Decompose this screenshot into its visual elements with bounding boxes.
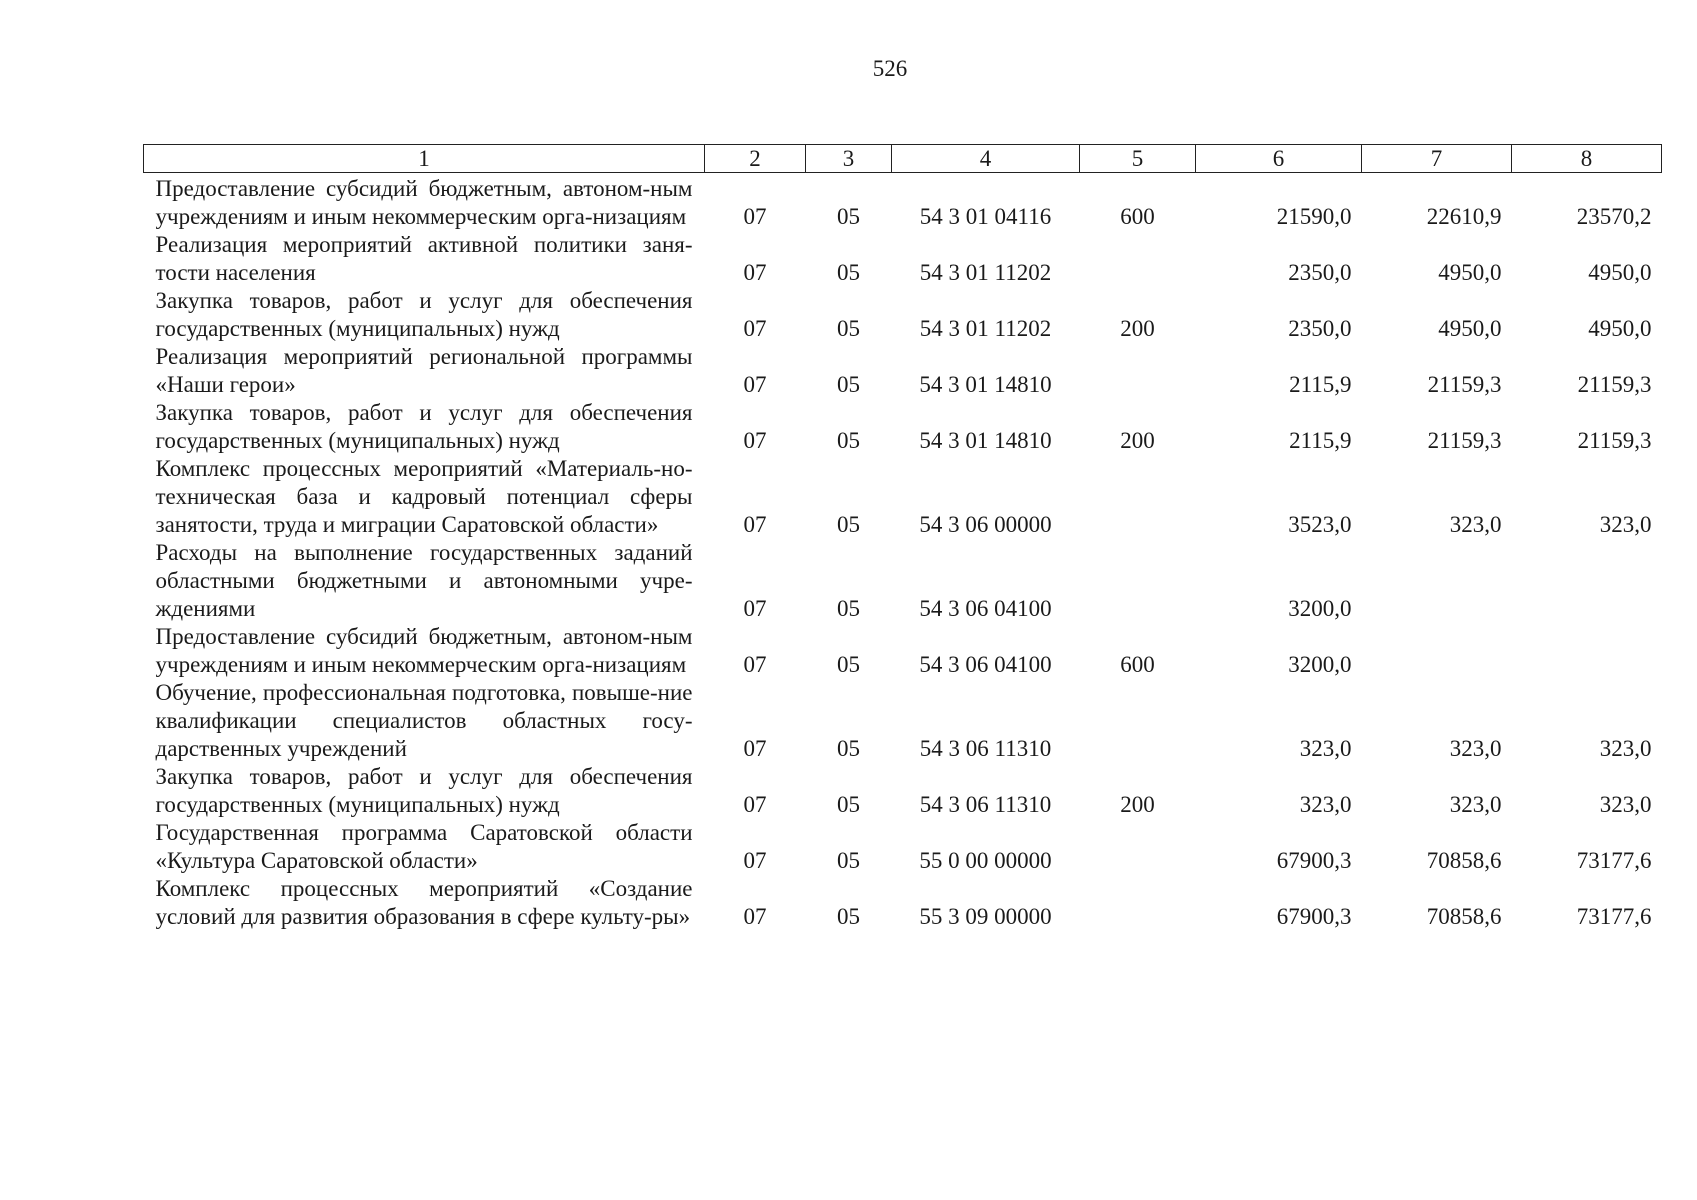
row-name: Обучение, профессиональная подготовка, повыше-ние квалификации специалистов областных госу-дарственных учреждений: [155, 680, 693, 761]
row-subsection: 05: [837, 904, 860, 929]
header-cell-6: 6: [1196, 145, 1362, 173]
row-amount-col6: 21590,0: [1276, 204, 1352, 229]
row-name: Комплекс процессных мероприятий «Создание условий для развития образования в сфере культу-ры»: [155, 876, 693, 929]
header-row: [144, 145, 1662, 173]
table-row: [144, 455, 1662, 539]
row-subsection: 05: [837, 652, 860, 677]
row-amount-col8: 323,0: [1599, 512, 1652, 537]
row-section: 07: [743, 596, 767, 621]
row-target-code: 54 3 06 11310: [919, 792, 1052, 817]
row-amount-col6: 2115,9: [1289, 372, 1352, 397]
row-amount-col8: 23570,2: [1576, 204, 1652, 229]
row-amount-col7: 21159,3: [1427, 372, 1502, 397]
row-section: 07: [743, 204, 767, 229]
header-cell-5: 5: [1080, 145, 1196, 173]
row-amount-col6: 323,0: [1299, 736, 1352, 761]
row-amount-col7: 323,0: [1449, 736, 1502, 761]
row-name: Предоставление субсидий бюджетным, автоном-ным учреждениям и иным некоммерческим орга-низациям: [155, 176, 693, 229]
row-amount-col8: 21159,3: [1577, 372, 1652, 397]
table-row: [144, 875, 1662, 931]
row-subsection: 05: [837, 372, 860, 397]
table-row: [144, 287, 1662, 343]
row-subsection: 05: [837, 848, 860, 873]
row-section: 07: [743, 848, 767, 873]
row-amount-col6: 2115,9: [1289, 428, 1352, 453]
header-cell-2: 2: [705, 145, 806, 173]
row-subsection: 05: [837, 260, 860, 285]
row-section: 07: [743, 792, 767, 817]
row-name: Комплекс процессных мероприятий «Материаль-но-техническая база и кадровый потенциал сферы занятости, труда и миграции Саратовской области»: [155, 456, 693, 537]
row-amount-col7: 70858,6: [1426, 904, 1502, 929]
row-amount-col8: 21159,3: [1577, 428, 1652, 453]
row-name: Закупка товаров, работ и услуг для обеспечения государственных (муниципальных) нужд: [155, 288, 693, 341]
table-row: [144, 399, 1662, 455]
row-name: Закупка товаров, работ и услуг для обеспечения государственных (муниципальных) нужд: [155, 400, 693, 453]
row-amount-col7: 4950,0: [1438, 260, 1502, 285]
page-number: 526: [872, 56, 908, 81]
row-section: 07: [743, 512, 767, 537]
row-amount-col7: 323,0: [1449, 792, 1502, 817]
row-expense-type: 200: [1120, 428, 1155, 453]
row-expense-type: [1080, 343, 1196, 399]
row-subsection: 05: [837, 596, 860, 621]
row-amount-col7: [1362, 539, 1512, 623]
row-name: Предоставление субсидий бюджетным, автоном-ным учреждениям и иным некоммерческим орга-низациям: [155, 624, 693, 677]
row-section: 07: [743, 260, 767, 285]
row-amount-col8: [1512, 623, 1662, 679]
row-expense-type: 200: [1120, 792, 1155, 817]
row-amount-col7: 22610,9: [1426, 204, 1502, 229]
row-amount-col7: 4950,0: [1438, 316, 1502, 341]
row-target-code: 54 3 01 04116: [919, 204, 1052, 229]
row-name: Расходы на выполнение государственных заданий областными бюджетными и автономными учре-ждениями: [155, 540, 693, 621]
row-target-code: 55 3 09 00000: [919, 904, 1052, 929]
table-row: [144, 679, 1662, 763]
row-target-code: 54 3 06 04100: [919, 596, 1052, 621]
row-expense-type: 200: [1120, 316, 1155, 341]
row-subsection: 05: [837, 792, 860, 817]
row-amount-col6: 3523,0: [1288, 512, 1352, 537]
row-name: Реализация мероприятий активной политики заня-тости населения: [155, 232, 693, 285]
table-row: [144, 231, 1662, 287]
row-amount-col8: 4950,0: [1588, 260, 1652, 285]
row-amount-col7: 323,0: [1449, 512, 1502, 537]
row-section: 07: [743, 652, 767, 677]
row-expense-type: [1080, 455, 1196, 539]
row-amount-col8: 73177,6: [1576, 848, 1652, 873]
row-name: Реализация мероприятий региональной программы «Наши герои»: [155, 344, 693, 397]
row-amount-col8: 323,0: [1599, 736, 1652, 761]
row-target-code: 54 3 06 11310: [919, 736, 1052, 761]
row-expense-type: [1080, 231, 1196, 287]
header-cell-7: 7: [1362, 145, 1512, 173]
table-body: [144, 173, 1662, 932]
table-row: [144, 343, 1662, 399]
row-target-code: 54 3 01 11202: [919, 316, 1052, 341]
row-expense-type: [1080, 875, 1196, 931]
row-target-code: 54 3 01 14810: [919, 428, 1052, 453]
row-expense-type: [1080, 819, 1196, 875]
row-section: 07: [743, 372, 767, 397]
row-amount-col6: 3200,0: [1288, 652, 1352, 677]
row-target-code: 54 3 06 00000: [919, 512, 1052, 537]
row-amount-col6: 3200,0: [1288, 596, 1352, 621]
row-amount-col8: 73177,6: [1576, 904, 1652, 929]
table-row: [144, 763, 1662, 819]
row-amount-col6: 67900,3: [1276, 848, 1352, 873]
budget-table: [143, 144, 1662, 931]
row-expense-type: 600: [1120, 652, 1155, 677]
row-target-code: 54 3 06 04100: [919, 652, 1052, 677]
row-name: Закупка товаров, работ и услуг для обеспечения государственных (муниципальных) нужд: [155, 764, 693, 817]
header-cell-1: 1: [144, 145, 705, 173]
row-amount-col8: 323,0: [1599, 792, 1652, 817]
row-target-code: 54 3 01 14810: [919, 372, 1052, 397]
row-expense-type: [1080, 679, 1196, 763]
header-cell-4: 4: [892, 145, 1080, 173]
row-name: Государственная программа Саратовской области «Культура Саратовской области»: [155, 820, 693, 873]
row-expense-type: 600: [1120, 204, 1155, 229]
row-target-code: 55 0 00 00000: [919, 848, 1052, 873]
table-row: [144, 819, 1662, 875]
row-subsection: 05: [837, 204, 860, 229]
row-amount-col6: 2350,0: [1288, 260, 1352, 285]
table-row: [144, 539, 1662, 623]
row-amount-col6: 2350,0: [1288, 316, 1352, 341]
row-subsection: 05: [837, 316, 860, 341]
row-amount-col6: 323,0: [1299, 792, 1352, 817]
header-cell-3: 3: [806, 145, 892, 173]
row-section: 07: [743, 904, 767, 929]
table-header: [144, 145, 1662, 173]
row-amount-col8: 4950,0: [1588, 316, 1652, 341]
row-subsection: 05: [837, 736, 860, 761]
row-section: 07: [743, 428, 767, 453]
table-row: [144, 623, 1662, 679]
row-amount-col7: 21159,3: [1427, 428, 1502, 453]
row-amount-col8: [1512, 539, 1662, 623]
header-cell-8: 8: [1512, 145, 1662, 173]
row-target-code: 54 3 01 11202: [919, 260, 1052, 285]
row-amount-col6: 67900,3: [1276, 904, 1352, 929]
table-row: [144, 173, 1662, 232]
row-amount-col7: 70858,6: [1426, 848, 1502, 873]
row-subsection: 05: [837, 428, 860, 453]
row-expense-type: [1080, 539, 1196, 623]
row-section: 07: [743, 736, 767, 761]
row-section: 07: [743, 316, 767, 341]
row-subsection: 05: [837, 512, 860, 537]
row-amount-col7: [1362, 623, 1512, 679]
